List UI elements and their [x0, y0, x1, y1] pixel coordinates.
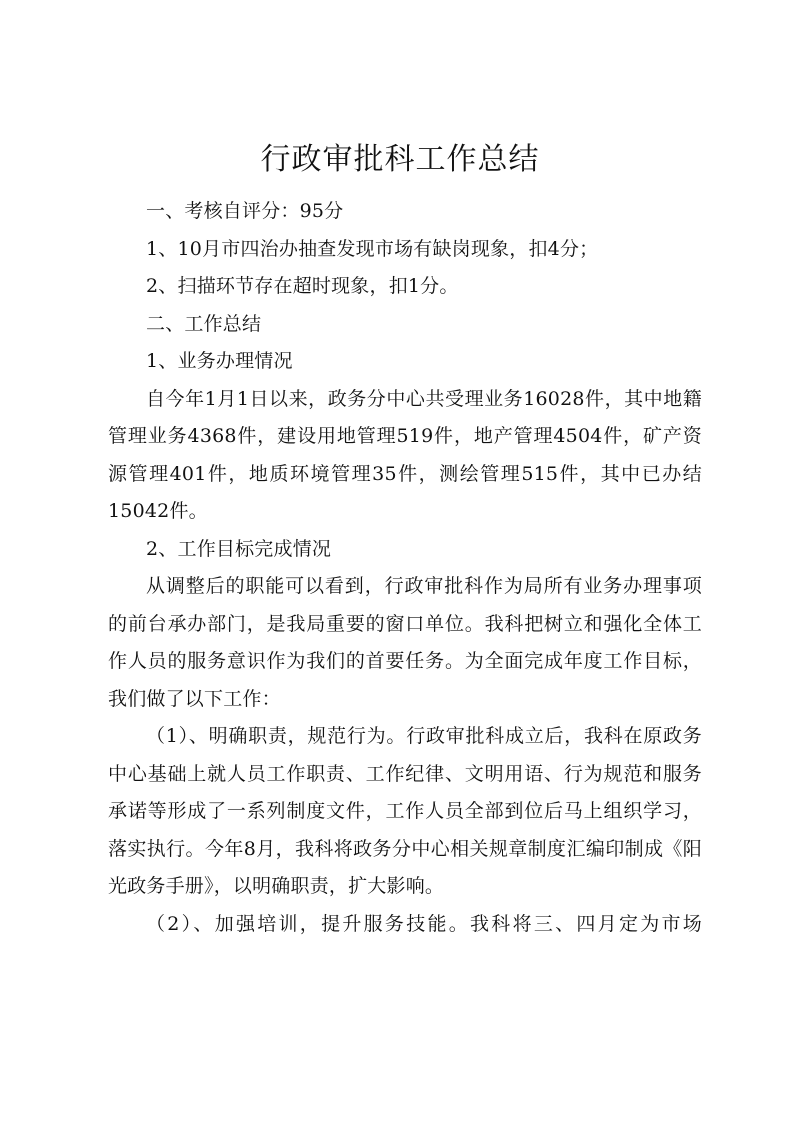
document-title: 行政审批科工作总结 — [260, 142, 540, 177]
deduction-item-2: 2、扫描环节存在超时现象，扣1分。 — [146, 275, 459, 297]
business-paragraph: 自今年1月1日以来，政务分中心共受理业务16028件，其中地籍管理业务4368件，建设用地管理519件，地产管理4504件，矿产资源管理401件，地质环境管理35件，测绘管理515件，其中已办结15042件。 — [108, 387, 702, 522]
goals-heading: 2、工作目标完成情况 — [146, 537, 332, 560]
training-paragraph: （2）、加强培训，提升服务技能。我科将三、四月定为市场 — [146, 912, 702, 935]
summary-heading: 二、工作总结 — [146, 312, 262, 335]
goals-paragraph: 从调整后的职能可以看到，行政审批科作为局所有业务办理事项的前台承办部门，是我局重要的窗口单位。我科把树立和强化全体工作人员的服务意识作为我们的首要任务。为全面完成年度工作目标，我们做了以下工作： — [108, 575, 702, 710]
score-heading: 一、考核自评分：95分 — [146, 200, 344, 222]
deduction-item-1: 1、10月市四治办抽查发现市场有缺岗现象，扣4分； — [146, 237, 599, 260]
duty-paragraph: （1）、明确职责，规范行为。行政审批科成立后，我科在原政务中心基础上就人员工作职责、工作纪律、文明用语、行为规范和服务承诺等形成了一系列制度文件，工作人员全部到位后马上组织学习，落实执行。今年8月，我科将政务分中心相关规章制度汇编印制成《阳光政务手册》，以明确职责，扩大影响。 — [108, 725, 702, 897]
business-heading: 1、业务办理情况 — [146, 350, 293, 372]
document-body — [108, 193, 702, 943]
